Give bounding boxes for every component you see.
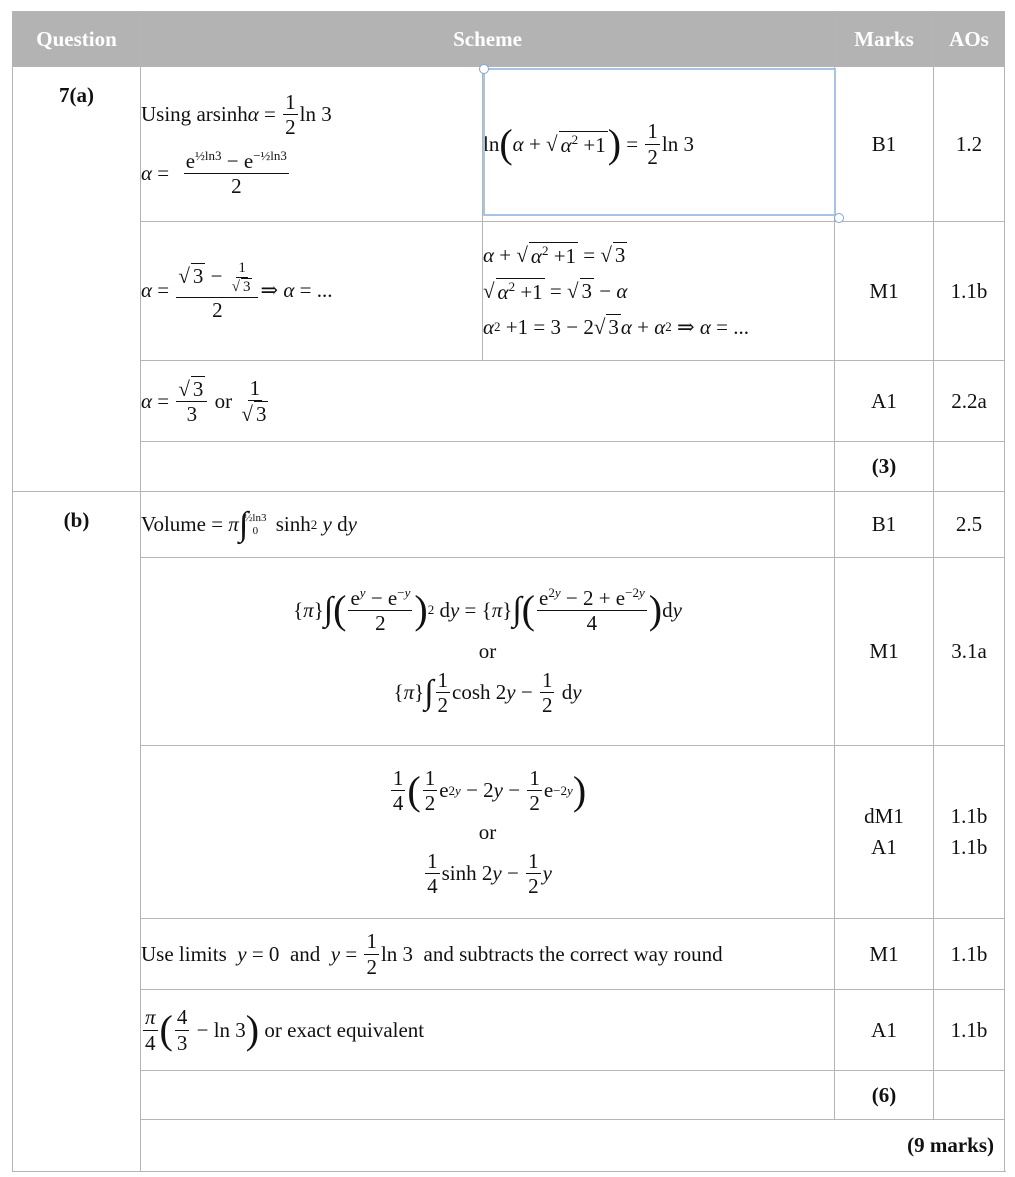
question-label-b: (b): [13, 492, 141, 1172]
mark-cell: M1: [835, 558, 934, 746]
mark-cell: B1: [835, 492, 934, 558]
math-ln-identity: ln ( α + √ $\alpha^2 +1$ ) = $\frac{1}{2}$ ln 3: [483, 119, 694, 169]
math-limits: Use limits y = 0 and y = $\frac{1}{2}$ ln 3 and subtracts the correct way round: [141, 929, 723, 979]
scheme-b1: [141, 492, 835, 558]
mark-cell: A1: [835, 361, 934, 442]
scheme-b5: [141, 990, 835, 1071]
table-row: [13, 1071, 1005, 1120]
header-aos: AOs: [934, 12, 1005, 67]
scheme-a1-left: [141, 67, 483, 222]
mark-cell: dM1 A1: [835, 746, 934, 919]
or-text: or: [478, 639, 497, 663]
table-row: [13, 919, 1005, 990]
or-text: or: [478, 819, 497, 844]
header-scheme: Scheme: [141, 12, 835, 67]
empty-cell: [934, 442, 1005, 492]
header-question: Question: [13, 12, 141, 67]
scheme-b4: [141, 919, 835, 990]
mark-cell: M1: [835, 222, 934, 361]
scheme-b3: [141, 746, 835, 919]
table-row: [13, 1120, 1005, 1172]
math-volume: Volume = π ∫ ½ln3 0 sinh 2 y d y: [141, 505, 357, 543]
ao-cell: 2.5: [934, 492, 1005, 558]
table-row: [13, 361, 1005, 442]
math-antiderivative-exp: $\frac{1}{4}$ ( $\frac{1}{2}$ e 2y − 2 y − $\frac{1}{2}$ e −2y ): [392, 766, 587, 816]
mark-cell: B1: [835, 67, 934, 222]
math-line-1: α + √ $\alpha^2 +1$ = √ 3: [483, 242, 626, 268]
ao-cell: 1.1b: [934, 222, 1005, 361]
scheme-b2: [141, 558, 835, 746]
subtotal-b: (6): [835, 1071, 934, 1120]
math-alpha-answer: α = $\frac{√ 3}{3}$ or $\frac{1}{√ 3}$: [141, 375, 267, 426]
mark-cell: M1: [835, 919, 934, 990]
question-label-7a: 7(a): [13, 67, 141, 492]
math-line-2: √ $\alpha^2 +1$ = √ 3 − α: [483, 278, 628, 304]
header-marks: Marks: [835, 12, 934, 67]
math-antiderivative-sinh: $\frac{1}{4}$ sinh 2 y − $\frac{1}{2}$ y: [427, 848, 552, 898]
empty-cell: [141, 1071, 835, 1120]
table-row: [13, 746, 1005, 919]
empty-cell: [934, 1071, 1005, 1120]
table-row: [13, 492, 1005, 558]
table-row: [13, 442, 1005, 492]
ao-cell: 1.1b: [934, 990, 1005, 1071]
total-marks: (9 marks): [141, 1120, 1005, 1172]
math-alpha-root3: α = √ 3 − $\frac{1}{√ 3}$ 2 ⇒ α = ...: [141, 260, 333, 322]
empty-cell: [141, 442, 835, 492]
table-row: [13, 558, 1005, 746]
ao-cell: 1.2: [934, 67, 1005, 222]
header-row: [13, 12, 1005, 67]
ao-cell: 1.1b: [934, 919, 1005, 990]
mark-cell: A1: [835, 990, 934, 1071]
resize-handle[interactable]: [834, 213, 844, 223]
ao-cell: 2.2a: [934, 361, 1005, 442]
ao-cell: 1.1b 1.1b: [934, 746, 1005, 919]
table-row: [13, 990, 1005, 1071]
math-integral-cosh: { π } ∫ $\frac{1}{2}$ cosh 2 y − $\frac{1}{2}$ d y: [393, 668, 582, 718]
selection-box[interactable]: [483, 68, 836, 216]
resize-handle[interactable]: [479, 64, 489, 74]
math-alpha-exp: α = $\frac{e^{\frac{1}{2}ln3} - e^{-\frac{1}{2}ln3}}{2}$: [141, 148, 287, 199]
scheme-a2-left: [141, 222, 483, 361]
subtotal-a: (3): [835, 442, 934, 492]
ao-cell: 3.1a: [934, 558, 1005, 746]
math-using-arsinh: Using arsinh α = $\frac{1}{2}$ ln 3: [141, 89, 332, 139]
scheme-a2-right: [483, 222, 835, 361]
math-line-3: α 2 +1 = 3 − 2 √ 3 α + α 2 ⇒ α = ...: [483, 314, 750, 339]
math-integral-exp: { π } ∫ ( $\frac{e^y - e^{-y}}{2}$ ) 2 d y = { π } ∫ ( $\frac{e^{2y} - 2 + e^{-2y}}{4}$ ) d y: [293, 584, 682, 635]
table-row: [13, 222, 1005, 361]
math-final-answer: $\frac{\pi}{4}$ ( $\frac{4}{3}$ − ln 3 ) or exact equivalent: [145, 1005, 425, 1055]
scheme-a3: [141, 361, 835, 442]
